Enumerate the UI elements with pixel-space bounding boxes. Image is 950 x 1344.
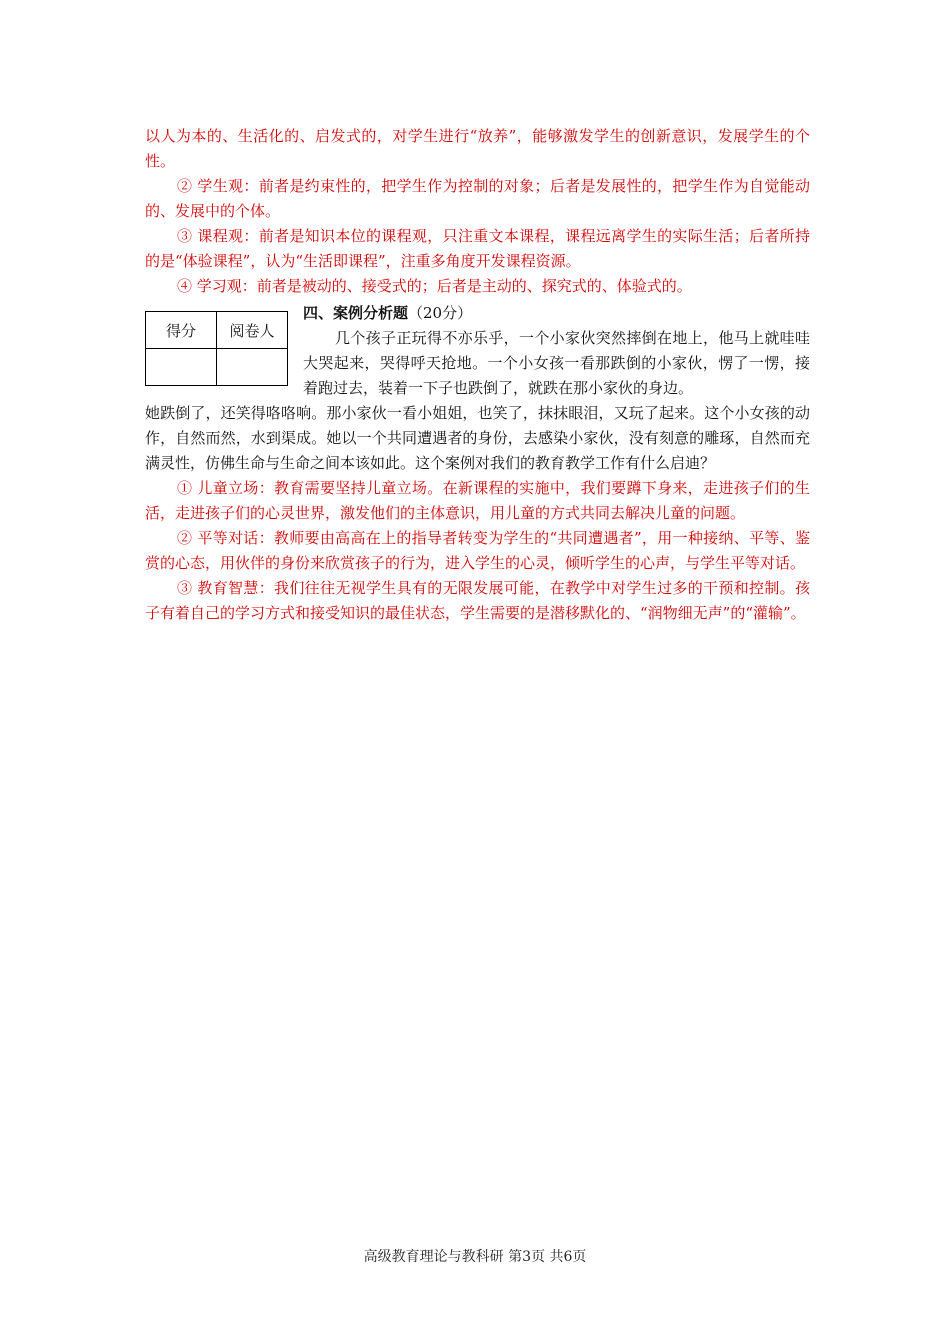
score-label: 得分 [146, 312, 217, 349]
page-footer: 高级教育理论与教科研 第3页 共6页 [363, 1249, 587, 1265]
case-text-part1: 几个孩子正玩得不亦乐乎，一个小家伙突然摔倒在地上，他马上就哇哇大哭起来，哭得呼天抢地。一个小女孩一看那跌倒的小家伙，愣了一愣，接着跑过去，装着一下子也跌倒了，就跌在那小家伙的身边。 [303, 329, 810, 397]
section-four [145, 301, 810, 401]
section-four-header [303, 301, 810, 401]
grader-cell [217, 349, 288, 386]
answer-education-wisdom: ③ 教育智慧：我们往往无视学生具有的无限发展可能，在教学中对学生过多的干预和控制。孩子有着自己的学习方式和接受知识的最佳状态，学生需要的是潜移默化的、“润物细无声”的“灌输”。 [145, 579, 810, 622]
answer-student-view: ② 学生观：前者是约束性的，把学生作为控制的对象；后者是发展性的，把学生作为自觉能动的、发展中的个体。 [145, 177, 810, 220]
score-box [145, 311, 288, 386]
section-title [303, 301, 810, 326]
grader-label: 阅卷人 [217, 312, 288, 349]
answer-continuation: 以人为本的、生活化的、启发式的，对学生进行“放养”，能够激发学生的创新意识，发展学生的个性。 [145, 127, 810, 170]
answer-equal-dialogue: ② 平等对话：教师要由高高在上的指导者转变为学生的“共同遭遇者”，用一种接纳、平等、鉴赏的心态，用伙伴的身份来欣赏孩子的行为，进入学生的心灵，倾听学生的心声，与学生平等对话。 [145, 529, 810, 572]
section-title-text: 四、案例分析题 [303, 304, 409, 322]
case-text-part2: 她跌倒了，还笑得咯咯响。那小家伙一看小姐姐，也笑了，抹抹眼泪，又玩了起来。这个小女孩的动作，自然而然，水到渠成。她以一个共同遭遇者的身份，去感染小家伙，没有刻意的雕琢，自然而充满灵性，仿佛生命与生命之间本该如此。这个案例对我们的教育教学工作有什么启迪？ [145, 404, 810, 472]
answer-curriculum-view: ③ 课程观：前者是知识本位的课程观，只注重文本课程，课程远离学生的实际生活；后者所持的是“体验课程”，认为“生活即课程”，注重多角度开发课程资源。 [145, 227, 810, 270]
score-cell [146, 349, 217, 386]
page-content [145, 124, 810, 626]
answer-child-stance: ① 儿童立场：教育需要坚持儿童立场。在新课程的实施中，我们要蹲下身来，走进孩子们的生活，走进孩子们的心灵世界，激发他们的主体意识，用儿童的方式共同去解决儿童的问题。 [145, 479, 810, 522]
section-points: （20分） [408, 304, 473, 322]
answer-learning-view: ④ 学习观：前者是被动的、接受式的；后者是主动的、探究式的、体验式的。 [177, 277, 692, 295]
